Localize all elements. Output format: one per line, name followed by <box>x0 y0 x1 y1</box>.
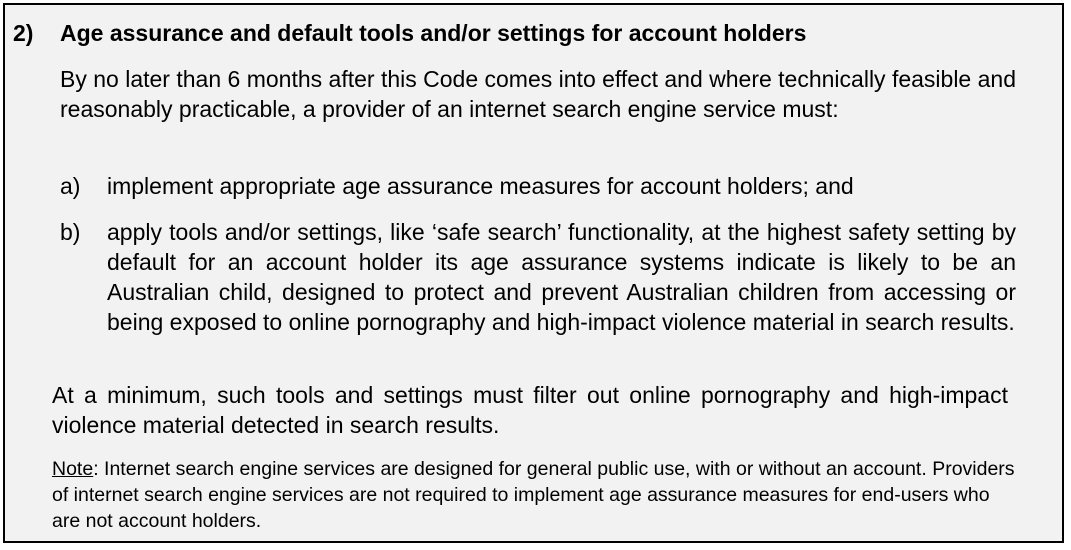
note-text: : Internet search engine services are designed for general public use, with or without an account. Providers of internet search engine services are not required to implement age assurance measures for end-users who are not account holders. <box>52 458 1015 532</box>
minimum-requirement-paragraph: At a minimum, such tools and settings must filter out online pornography and high-impact violence material detected in search results. <box>52 382 1008 438</box>
list-item-b-marker: b) <box>60 219 81 245</box>
list-item-b-text: apply tools and/or settings, like ‘safe search’ functionality, at the highest safety setting by default for an account holder its age assurance systems indicate is likely to be an Australian child, designed to protect and prevent Australian children from accessing or being exposed to online pornography and high-impact violence material in search results. <box>107 219 1016 335</box>
list-item-a-text: implement appropriate age assurance measures for account holders; and <box>107 173 854 199</box>
list-item-b <box>60 217 1016 337</box>
intro-paragraph: By no later than 6 months after this Code comes into effect and where technically feasible and reasonably practicable, a provider of an internet search engine service must: <box>60 66 1016 122</box>
section-heading <box>13 18 806 48</box>
code-section-box <box>3 3 1064 543</box>
list-item-a <box>60 171 1016 201</box>
section-title: Age assurance and default tools and/or settings for account holders <box>60 20 807 46</box>
list-item-a-marker: a) <box>60 173 81 199</box>
note-label: Note <box>52 458 94 480</box>
note-paragraph <box>52 456 1017 534</box>
section-number: 2) <box>13 20 34 46</box>
